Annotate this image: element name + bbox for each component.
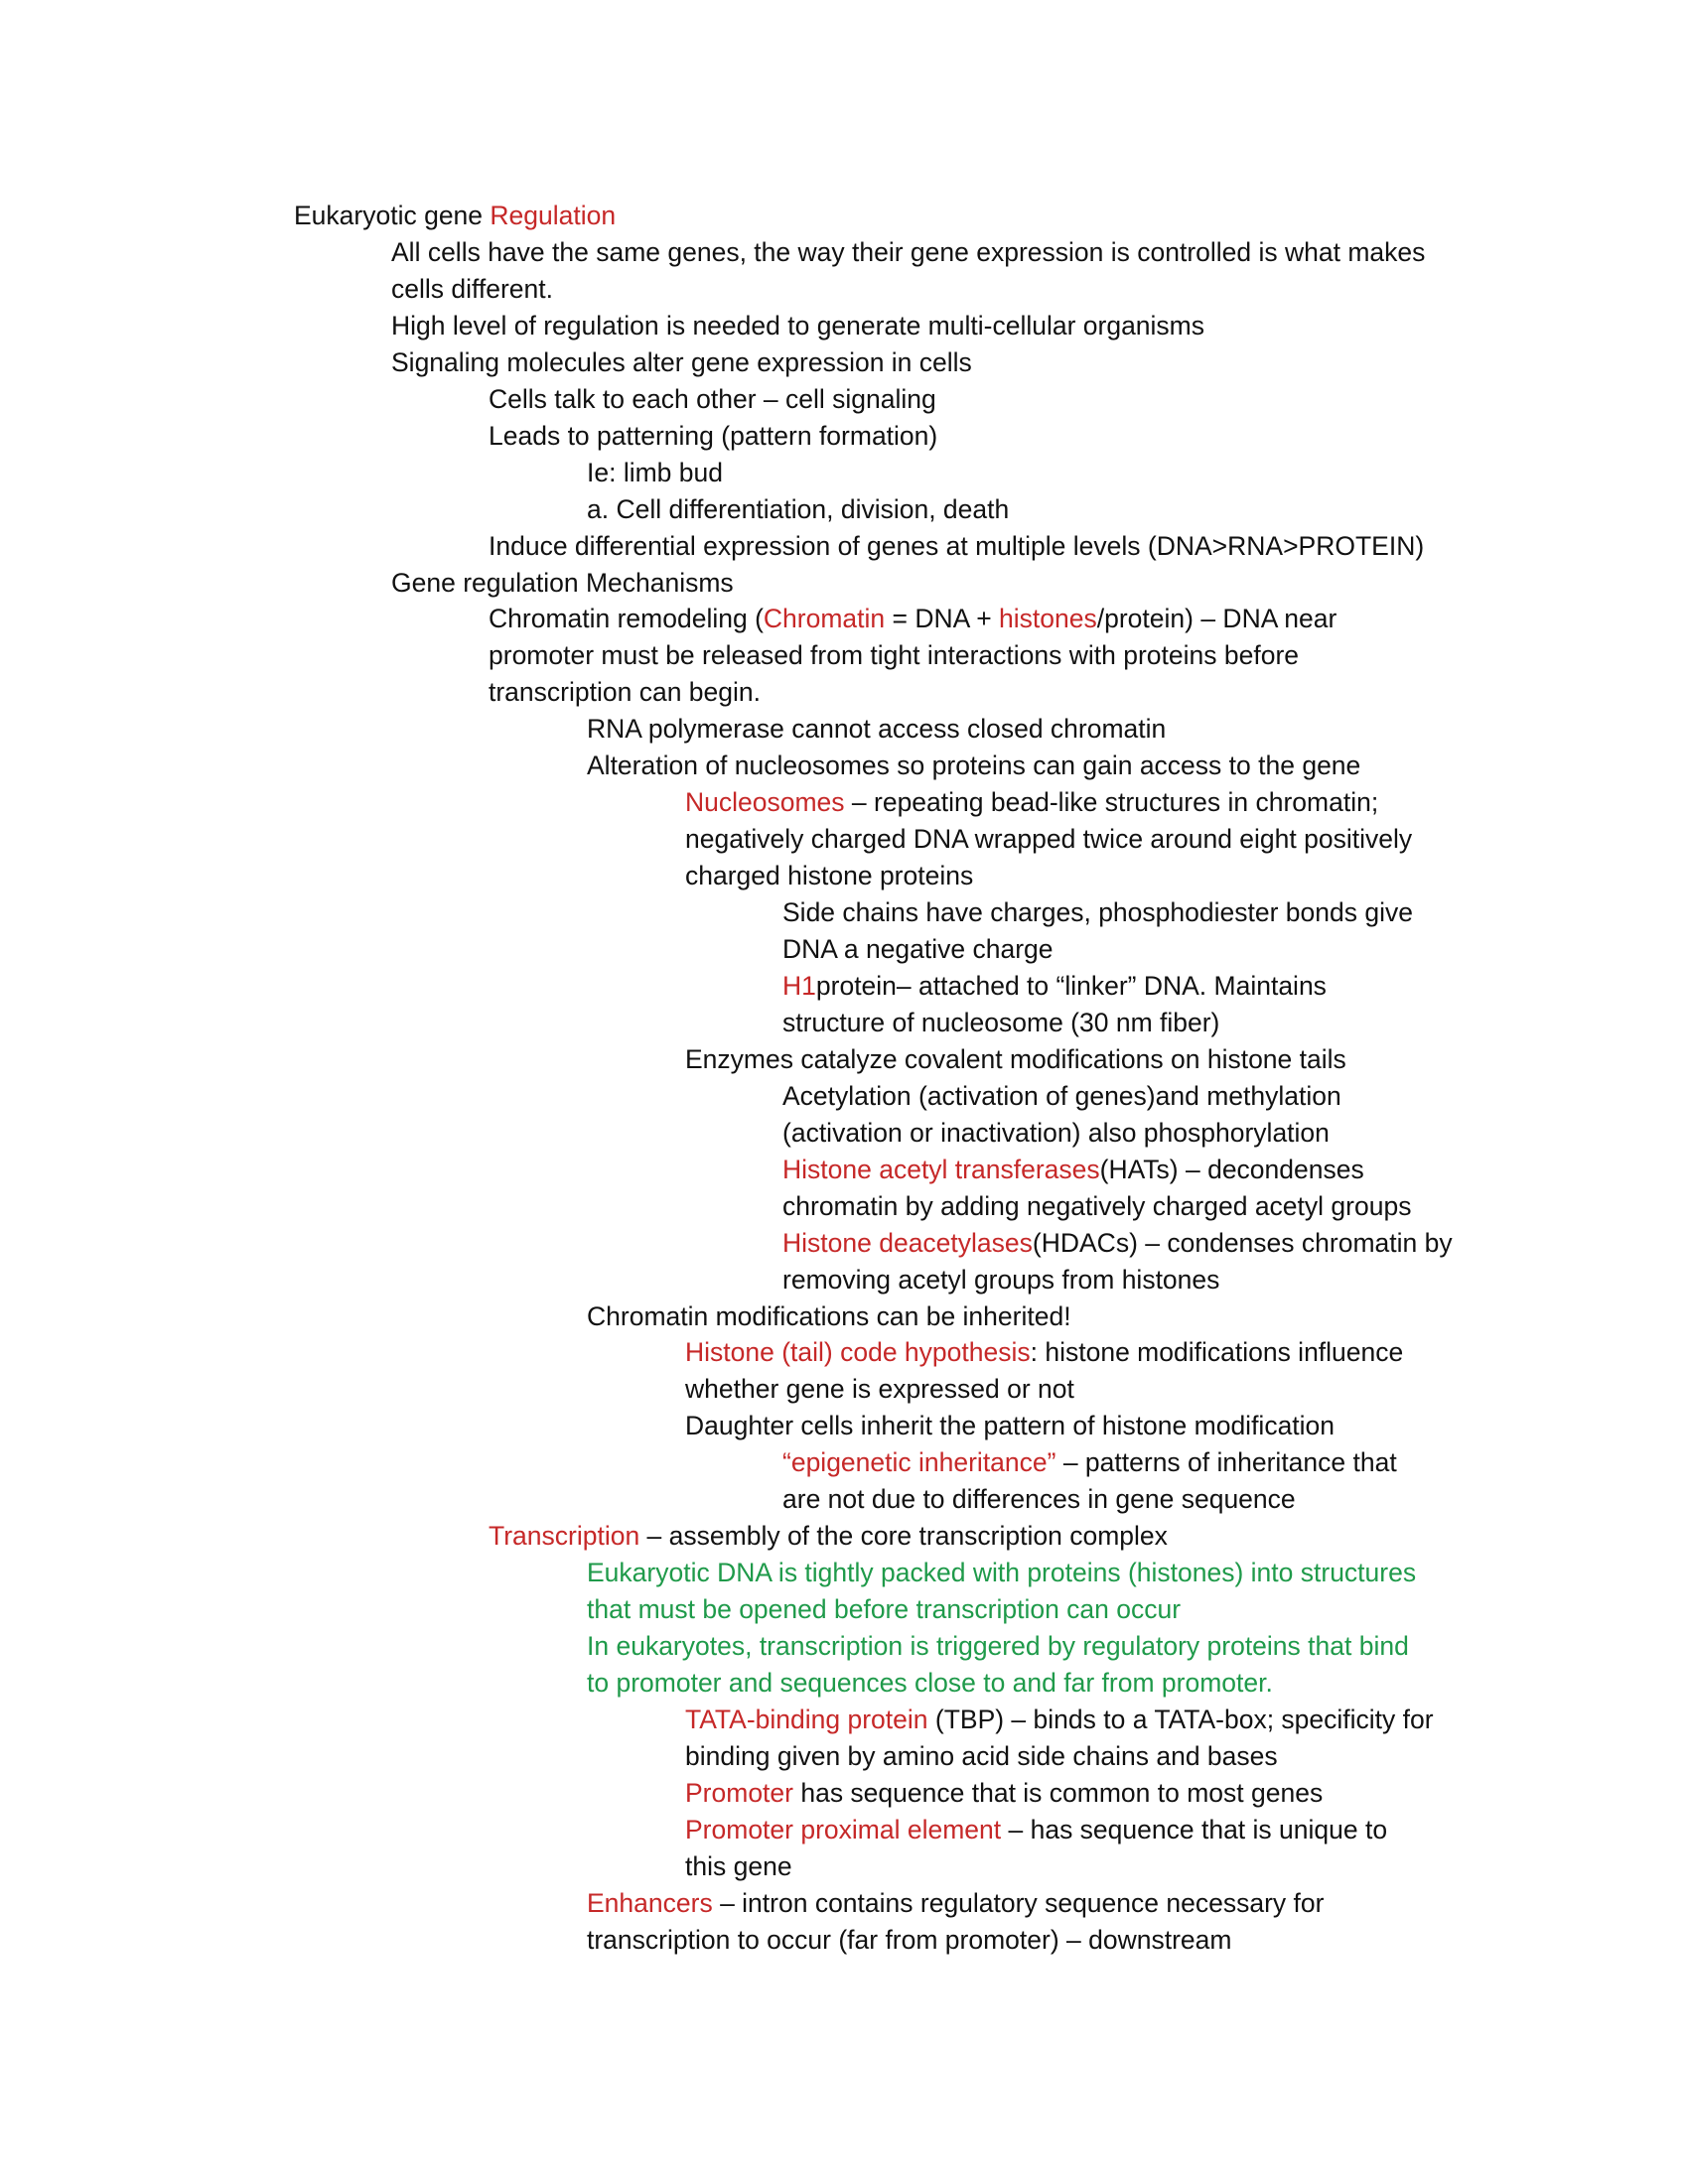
outline-text: [489, 418, 937, 455]
text-run: binding given by amino acid side chains and bases: [685, 1740, 1278, 1771]
key-term: Histone acetyl transferases: [782, 1154, 1100, 1184]
text-run: High level of regulation is needed to generate multi-cellular organisms: [391, 310, 1205, 341]
outline-text: [685, 821, 1412, 858]
outline-text: [391, 344, 972, 381]
outline-text: [587, 1922, 1231, 1959]
text-run: Ie: limb bud: [587, 457, 723, 487]
text-run: Induce differential expression of genes at multiple levels (DNA>RNA>PROTEIN): [489, 530, 1425, 561]
text-run: that must be opened before transcription can occur: [587, 1594, 1182, 1625]
text-run: whether gene is expressed or not: [685, 1374, 1074, 1405]
text-run: In eukaryotes, transcription is triggered by regulatory proteins that bind: [587, 1631, 1409, 1662]
text-run: Cells talk to each other – cell signaling: [489, 383, 936, 414]
text-run: (TBP) – binds to a TATA-box; specificity for: [927, 1704, 1434, 1734]
outline-text: [587, 491, 1009, 528]
key-term: H1: [782, 970, 816, 1001]
text-run: Chromatin remodeling (: [489, 604, 764, 634]
text-run: structure of nucleosome (30 nm fiber): [782, 1007, 1220, 1037]
outline-text: [782, 1078, 1341, 1115]
outline-text: [685, 1702, 1434, 1738]
text-run: – intron contains regulatory sequence necessary for: [712, 1887, 1325, 1918]
outline-text: [685, 1371, 1074, 1408]
outline-text: [489, 674, 761, 711]
outline-text: [782, 1262, 1219, 1298]
outline-text: [782, 1005, 1219, 1041]
key-term: Transcription: [489, 1521, 640, 1552]
text-run: : histone modifications influence: [1030, 1337, 1404, 1368]
outline-text: [587, 1665, 1273, 1702]
text-run: a. Cell differentiation, division, death: [587, 493, 1010, 524]
key-term: Nucleosomes: [685, 787, 845, 818]
outline-text: [782, 1481, 1296, 1518]
key-term: Promoter proximal element: [685, 1814, 1002, 1844]
key-term: Promoter: [685, 1777, 793, 1808]
text-run: (HATs) – decondenses: [1099, 1154, 1364, 1184]
text-run: protein– attached to “linker” DNA. Maintains: [815, 970, 1327, 1001]
outline-text: [587, 1591, 1181, 1628]
outline-text: [782, 1188, 1411, 1225]
outline-text: [587, 748, 1360, 784]
outline-text: [391, 271, 553, 308]
text-run: Eukaryotic DNA is tightly packed with proteins (histones) into structures: [587, 1558, 1417, 1588]
outline-text: [391, 308, 1204, 344]
text-run: removing acetyl groups from histones: [782, 1264, 1220, 1295]
outline-text: [782, 931, 1054, 968]
text-run: cells different.: [391, 273, 554, 304]
outline-text: [685, 1848, 792, 1885]
outline-text: [685, 1334, 1403, 1371]
text-run: – repeating bead-like structures in chromatin;: [844, 787, 1379, 818]
key-term: Histone deacetylases: [782, 1227, 1033, 1258]
text-run: Daughter cells inherit the pattern of histone modification: [685, 1411, 1336, 1441]
key-term: Regulation: [490, 201, 617, 230]
text-run: – patterns of inheritance that: [1055, 1447, 1397, 1478]
outline-text: [587, 711, 1166, 748]
text-run: RNA polymerase cannot access closed chromatin: [587, 714, 1167, 745]
text-run: Side chains have charges, phosphodiester bonds give: [782, 897, 1413, 928]
text-run: has sequence that is common to most genes: [792, 1777, 1324, 1808]
text-run: Acetylation (activation of genes)and methylation: [782, 1080, 1341, 1111]
outline-text: [685, 1041, 1346, 1078]
text-run: are not due to differences in gene sequence: [782, 1484, 1296, 1515]
outline-text: [685, 1738, 1278, 1775]
key-term: “epigenetic inheritance”: [782, 1447, 1056, 1478]
text-run: Signaling molecules alter gene expression in cells: [391, 346, 972, 377]
key-term: histones: [999, 604, 1097, 634]
text-run: – assembly of the core transcription complex: [639, 1521, 1168, 1552]
outline-text: [489, 1518, 1168, 1555]
outline-text: [294, 198, 616, 234]
key-term: Histone (tail) code hypothesis: [685, 1337, 1031, 1368]
outline-text: [489, 528, 1424, 565]
text-run: this gene: [685, 1850, 792, 1881]
outline-text: [782, 894, 1413, 931]
outline-text: [391, 565, 734, 602]
outline-text: [685, 1812, 1387, 1848]
text-run: /protein) – DNA near: [1096, 604, 1337, 634]
outline-text: [587, 1885, 1324, 1922]
outline-text: [587, 1628, 1409, 1665]
outline-text: [587, 455, 723, 491]
text-run: – has sequence that is unique to: [1001, 1814, 1388, 1844]
outline-text: [782, 1444, 1397, 1481]
text-run: = DNA +: [885, 604, 1000, 634]
text-run: to promoter and sequences close to and far from promoter.: [587, 1668, 1273, 1698]
text-run: Enzymes catalyze covalent modifications on histone tails: [685, 1043, 1346, 1074]
key-term: TATA-binding protein: [685, 1704, 928, 1734]
text-run: Alteration of nucleosomes so proteins can gain access to the gene: [587, 751, 1361, 781]
outline-text: [489, 601, 1336, 637]
text-run: (activation or inactivation) also phosphorylation: [782, 1117, 1330, 1148]
outline-text: [685, 858, 973, 894]
outline-text: [782, 1152, 1364, 1188]
key-term: Enhancers: [587, 1887, 713, 1918]
text-run: negatively charged DNA wrapped twice around eight positively: [685, 824, 1413, 855]
text-run: transcription to occur (far from promoter) – downstream: [587, 1924, 1232, 1955]
text-run: Gene regulation Mechanisms: [391, 567, 734, 598]
text-run: charged histone proteins: [685, 861, 974, 891]
text-run: promoter must be released from tight interactions with proteins before: [489, 640, 1300, 671]
outline-text: [685, 784, 1378, 821]
outline-text: [391, 234, 1425, 271]
text-run: chromatin by adding negatively charged acetyl groups: [782, 1190, 1412, 1221]
text-run: Leads to patterning (pattern formation): [489, 420, 938, 451]
text-run: All cells have the same genes, the way their gene expression is controlled is what makes: [391, 236, 1426, 267]
outline-text: [685, 1775, 1323, 1812]
outline-text: [782, 1115, 1330, 1152]
text-run: (HDACs) – condenses chromatin by: [1032, 1227, 1453, 1258]
outline-text: [587, 1298, 1071, 1335]
text-run: Chromatin modifications can be inherited!: [587, 1300, 1071, 1331]
text-run: transcription can begin.: [489, 677, 761, 708]
outline-text: [685, 1408, 1335, 1444]
text-run: DNA a negative charge: [782, 934, 1054, 964]
outline-text: [489, 381, 936, 418]
key-term: Chromatin: [763, 604, 886, 634]
outline-text: [489, 637, 1299, 674]
text-run: Eukaryotic gene: [294, 201, 491, 230]
outline-text: [782, 968, 1327, 1005]
outline-text: [587, 1555, 1416, 1591]
outline-text: [782, 1225, 1453, 1262]
